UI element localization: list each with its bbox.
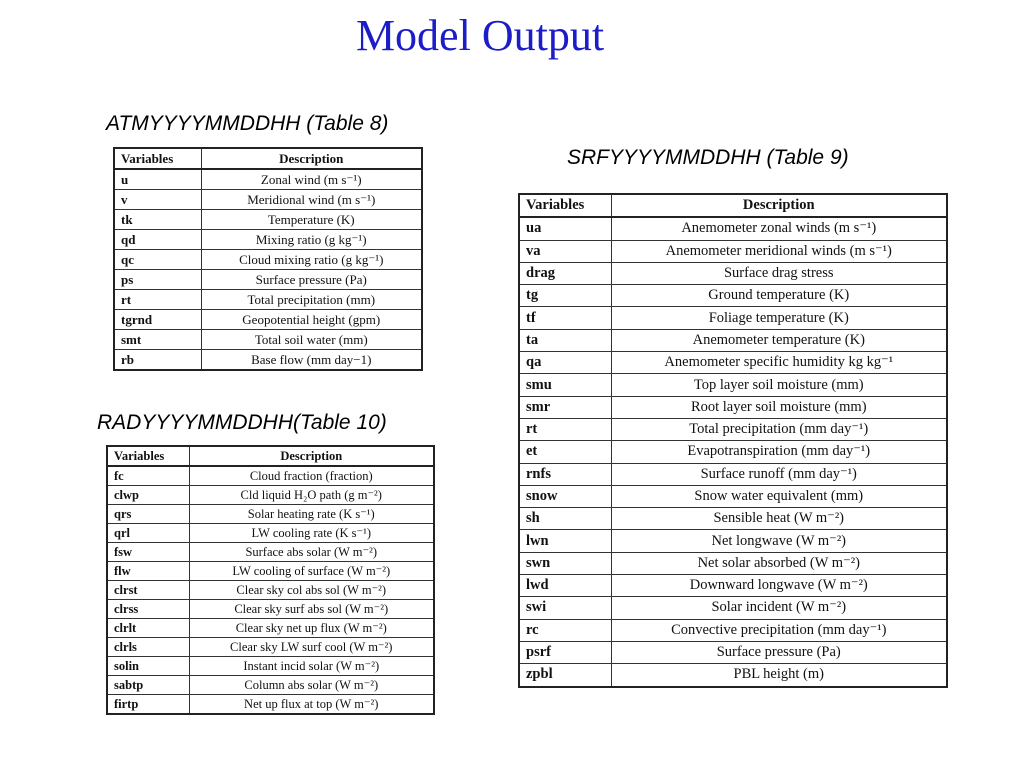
variable-cell: smr (519, 396, 611, 418)
description-cell: Sensible heat (W m⁻²) (611, 508, 947, 530)
variable-cell: smt (114, 330, 201, 350)
description-cell: Surface pressure (Pa) (201, 270, 422, 290)
variable-cell: tg (519, 285, 611, 307)
description-cell: Anemometer meridional winds (m s⁻¹) (611, 240, 947, 262)
table-row (519, 463, 947, 485)
description-cell: Cloud fraction (fraction) (189, 466, 434, 486)
table-row (519, 619, 947, 641)
description-cell: Meridional wind (m s⁻¹) (201, 190, 422, 210)
description-cell: Clear sky net up flux (W m⁻²) (189, 619, 434, 638)
variable-cell: u (114, 169, 201, 190)
table-row (114, 210, 422, 230)
table-row (114, 290, 422, 310)
table9-caption: SRFYYYYMMDDHH (Table 9) (567, 146, 849, 169)
variable-cell: clrst (107, 581, 189, 600)
table-row (519, 240, 947, 262)
table-row (114, 230, 422, 250)
variable-cell: snow (519, 485, 611, 507)
variable-cell: solin (107, 657, 189, 676)
variable-cell: tgrnd (114, 310, 201, 330)
variable-cell: ta (519, 329, 611, 351)
description-cell: Geopotential height (gpm) (201, 310, 422, 330)
table8 (113, 147, 423, 371)
variable-cell: clrls (107, 638, 189, 657)
table-row (107, 657, 434, 676)
table-row (107, 619, 434, 638)
description-cell: Surface abs solar (W m⁻²) (189, 543, 434, 562)
table-row (114, 350, 422, 371)
variable-cell: ps (114, 270, 201, 290)
table-row (519, 641, 947, 663)
table-row (519, 664, 947, 687)
description-cell: Root layer soil moisture (mm) (611, 396, 947, 418)
table-row (519, 508, 947, 530)
variable-cell: flw (107, 562, 189, 581)
table-row (114, 330, 422, 350)
description-cell: Surface runoff (mm day⁻¹) (611, 463, 947, 485)
page-title: Model Output (355, 11, 605, 60)
column-header-description: Description (611, 194, 947, 217)
description-cell: Anemometer temperature (K) (611, 329, 947, 351)
table-row (519, 597, 947, 619)
description-cell: Snow water equivalent (mm) (611, 485, 947, 507)
description-cell: Instant incid solar (W m⁻²) (189, 657, 434, 676)
column-header-variables: Variables (519, 194, 611, 217)
table-row (519, 329, 947, 351)
variable-cell: rb (114, 350, 201, 371)
column-header-description: Description (201, 148, 422, 169)
description-cell: Ground temperature (K) (611, 285, 947, 307)
description-cell: Zonal wind (m s⁻¹) (201, 169, 422, 190)
description-cell: Clear sky col abs sol (W m⁻²) (189, 581, 434, 600)
table-row (114, 169, 422, 190)
table10-caption: RADYYYYMMDDHH(Table 10) (97, 411, 387, 434)
column-header-variables: Variables (107, 446, 189, 466)
variable-cell: clrss (107, 600, 189, 619)
variable-cell: qa (519, 352, 611, 374)
variable-cell: lwd (519, 575, 611, 597)
description-cell: PBL height (m) (611, 664, 947, 687)
description-cell: Anemometer zonal winds (m s⁻¹) (611, 217, 947, 240)
variable-cell: swi (519, 597, 611, 619)
description-cell: Cld liquid H₂O path (g m⁻²) (189, 486, 434, 505)
table-row (114, 270, 422, 290)
table9 (518, 193, 948, 688)
description-cell: LW cooling rate (K s⁻¹) (189, 524, 434, 543)
variable-cell: qrs (107, 505, 189, 524)
variable-cell: sabtp (107, 676, 189, 695)
table8-body (114, 169, 422, 370)
variable-cell: clwp (107, 486, 189, 505)
table9-body (519, 217, 947, 686)
variable-cell: zpbl (519, 664, 611, 687)
description-cell: Solar incident (W m⁻²) (611, 597, 947, 619)
variable-cell: tk (114, 210, 201, 230)
description-cell: Total precipitation (mm day⁻¹) (611, 418, 947, 440)
table-row (519, 374, 947, 396)
table-row (107, 524, 434, 543)
variable-cell: drag (519, 262, 611, 284)
description-cell: Solar heating rate (K s⁻¹) (189, 505, 434, 524)
description-cell: Surface pressure (Pa) (611, 641, 947, 663)
description-cell: Foliage temperature (K) (611, 307, 947, 329)
table-row (519, 396, 947, 418)
table-row (519, 352, 947, 374)
description-cell: Net solar absorbed (W m⁻²) (611, 552, 947, 574)
table-row (519, 575, 947, 597)
table-row (107, 486, 434, 505)
table-row (107, 562, 434, 581)
variable-cell: rt (519, 418, 611, 440)
table-header-row (107, 446, 434, 466)
description-cell: LW cooling of surface (W m⁻²) (189, 562, 434, 581)
variable-cell: lwn (519, 530, 611, 552)
variable-cell: et (519, 441, 611, 463)
description-cell: Total soil water (mm) (201, 330, 422, 350)
variable-cell: fsw (107, 543, 189, 562)
table-row (107, 543, 434, 562)
variable-cell: rnfs (519, 463, 611, 485)
description-cell: Anemometer specific humidity kg kg⁻¹ (611, 352, 947, 374)
table-row (114, 250, 422, 270)
table10 (106, 445, 435, 715)
variable-cell: qrl (107, 524, 189, 543)
variable-cell: firtp (107, 695, 189, 715)
column-header-variables: Variables (114, 148, 201, 169)
table-header-row (114, 148, 422, 169)
table-row (114, 190, 422, 210)
table8-caption: ATMYYYYMMDDHH (Table 8) (106, 112, 389, 135)
description-cell: Mixing ratio (g kg⁻¹) (201, 230, 422, 250)
description-cell: Clear sky surf abs sol (W m⁻²) (189, 600, 434, 619)
table-row (519, 262, 947, 284)
description-cell: Cloud mixing ratio (g kg⁻¹) (201, 250, 422, 270)
description-cell: Downward longwave (W m⁻²) (611, 575, 947, 597)
table-row (107, 676, 434, 695)
table-row (107, 505, 434, 524)
description-cell: Base flow (mm day−1) (201, 350, 422, 371)
description-cell: Total precipitation (mm) (201, 290, 422, 310)
table-row (107, 695, 434, 715)
table-row (519, 285, 947, 307)
variable-cell: qc (114, 250, 201, 270)
table-row (519, 307, 947, 329)
description-cell: Evapotranspiration (mm day⁻¹) (611, 441, 947, 463)
variable-cell: v (114, 190, 201, 210)
variable-cell: swn (519, 552, 611, 574)
description-cell: Net up flux at top (W m⁻²) (189, 695, 434, 715)
table10-body (107, 466, 434, 714)
variable-cell: qd (114, 230, 201, 250)
description-cell: Column abs solar (W m⁻²) (189, 676, 434, 695)
variable-cell: smu (519, 374, 611, 396)
variable-cell: rt (114, 290, 201, 310)
description-cell: Net longwave (W m⁻²) (611, 530, 947, 552)
table-row (519, 552, 947, 574)
table-row (519, 530, 947, 552)
table-row (519, 485, 947, 507)
table-row (519, 217, 947, 240)
table-row (114, 310, 422, 330)
column-header-description: Description (189, 446, 434, 466)
variable-cell: psrf (519, 641, 611, 663)
table-row (519, 418, 947, 440)
variable-cell: clrlt (107, 619, 189, 638)
table-row (519, 441, 947, 463)
table-row (107, 600, 434, 619)
description-cell: Clear sky LW surf cool (W m⁻²) (189, 638, 434, 657)
table-row (107, 581, 434, 600)
description-cell: Top layer soil moisture (mm) (611, 374, 947, 396)
table-header-row (519, 194, 947, 217)
variable-cell: ua (519, 217, 611, 240)
description-cell: Temperature (K) (201, 210, 422, 230)
description-cell: Convective precipitation (mm day⁻¹) (611, 619, 947, 641)
variable-cell: sh (519, 508, 611, 530)
description-cell: Surface drag stress (611, 262, 947, 284)
variable-cell: tf (519, 307, 611, 329)
table-row (107, 466, 434, 486)
table-row (107, 638, 434, 657)
variable-cell: fc (107, 466, 189, 486)
variable-cell: rc (519, 619, 611, 641)
variable-cell: va (519, 240, 611, 262)
